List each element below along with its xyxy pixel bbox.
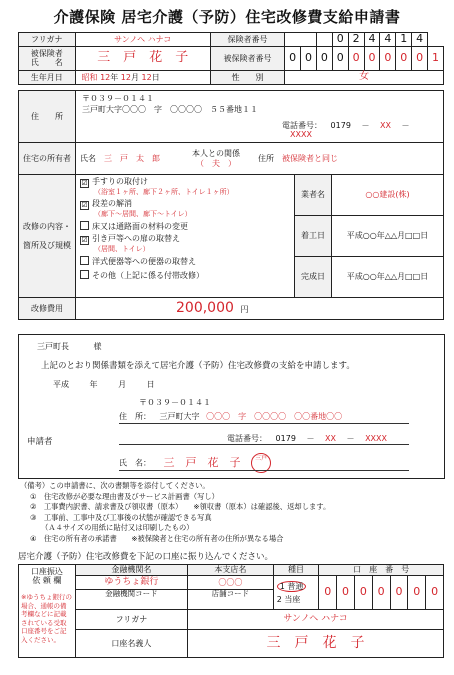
notes-head: （備考）この申請書に、次の書類等を添付してください。 — [20, 481, 210, 490]
branch-field[interactable]: 〇〇〇 — [188, 576, 274, 590]
owner-relation-value: （ 夫 ） — [196, 158, 236, 168]
owner-address-label: 住所 — [258, 153, 274, 163]
checkbox-1[interactable]: ☑ — [81, 179, 88, 187]
institution-field[interactable]: ゆうちょ銀行 — [75, 576, 187, 590]
bank-side-line2: 依 頼 欄 — [32, 576, 62, 586]
applicant-address-field[interactable] — [119, 411, 409, 422]
holder-label: 口座名義人 — [75, 630, 187, 658]
work-label-line2: 箇所及び規模 — [23, 241, 71, 250]
applicant-phone-field[interactable] — [227, 433, 387, 444]
insurer-digit-6[interactable]: 4 — [380, 33, 396, 47]
birth-date-field[interactable] — [75, 70, 210, 84]
insured-label-line2: 氏 名 — [30, 58, 63, 68]
note-1: ① 住宅改修が必要な理由書及びサービス計画書（写し） — [30, 491, 219, 501]
work-item-1-text: 手すりの取付け — [92, 177, 148, 186]
address-phone-dash-1: － — [361, 120, 370, 130]
address-phone-prefix: 0179 — [330, 120, 351, 130]
day-unit: 日 — [151, 72, 160, 82]
phone-underline — [119, 444, 409, 445]
applicant-address-rest: 〇〇〇 字 〇〇〇〇 〇〇番地〇〇 — [206, 412, 343, 421]
insured-name-label — [19, 46, 76, 70]
start-date-label: 着工日 — [295, 216, 332, 257]
page-title: 介護保険 居宅介護（予防）住宅改修費支給申請書 — [53, 8, 401, 26]
application-date-year: 年 — [89, 380, 98, 389]
owner-relation-label: 本人との関係 — [192, 149, 240, 159]
month-unit: 月 — [130, 72, 139, 82]
sex-label: 性 別 — [210, 70, 284, 84]
address-postal: 〒０３９－０１４１ — [82, 94, 154, 104]
note-3: ③ 工事前、工事中及び工事後の状態が確認できる写真 — [30, 512, 212, 522]
work-label-line1: 改修の内容・ — [23, 221, 71, 231]
address-underline — [119, 423, 409, 424]
applicant-label: 申請者 — [27, 437, 53, 447]
work-item-2 — [80, 199, 290, 210]
work-item-4 — [80, 234, 290, 245]
work-item-4-sub: （居間、トイレ） — [94, 245, 150, 254]
address-phone-last: XXXX — [290, 129, 312, 139]
mayor — [37, 341, 102, 352]
account-digit-5[interactable]: 0 — [390, 576, 408, 610]
work-item-5-text: 洋式便器等への便器の取替え — [92, 257, 196, 267]
holder-furigana-label: フリガナ — [75, 610, 187, 630]
end-date-field[interactable]: 平成○○年△△月□□日 — [332, 257, 444, 298]
note-5: ④ 住宅の所有者の承諾書 ※被保険者と住宅の所有者の住所が異なる場合 — [30, 533, 284, 543]
insured-name-field[interactable]: 三 戸 花 子 — [75, 46, 210, 70]
work-item-4-text: 引き戸等への扉の取替え — [92, 234, 180, 244]
holder-field[interactable]: 三 戸 花 子 — [188, 630, 444, 658]
insured-number-label: 被保険者番号 — [210, 46, 284, 70]
application-date-era: 平成 — [53, 380, 69, 389]
address-phone-dash-2: － — [401, 120, 410, 130]
account-digit-2[interactable]: 0 — [337, 576, 355, 610]
applicant-address-label: 住 所： — [119, 412, 151, 421]
seal-stamp: 三戸 — [251, 453, 271, 473]
end-date-label: 完成日 — [295, 257, 332, 298]
institution-code-field[interactable] — [75, 590, 187, 610]
application-section — [18, 334, 445, 479]
address-label: 住 所 — [19, 91, 76, 143]
cost-value: 200,000 — [176, 300, 234, 317]
owner-field[interactable] — [76, 143, 444, 175]
bank-side — [19, 565, 76, 658]
address-phone-label: 電話番号： — [282, 120, 322, 130]
owner-name-value: 三 戸 太 郎 — [104, 153, 160, 163]
note-2: ② 工事費内訳書、請求書及び領収書（原本） ※領収書（原本）は確認後、返却します。 — [30, 502, 331, 511]
applicant-phone-prefix: 0179 — [275, 434, 296, 443]
mayor-title: 三戸町長 — [37, 342, 69, 351]
branch-label: 本支店名 — [188, 565, 274, 576]
furigana-label: フリガナ — [19, 33, 76, 47]
owner-address-value: 被保険者と同じ — [282, 153, 338, 163]
institution-label: 金融機関名 — [75, 565, 187, 576]
branch-code-label: 店舗コード — [211, 589, 250, 598]
work-items[interactable] — [76, 175, 295, 298]
cost-field[interactable] — [76, 298, 444, 320]
contractor-field[interactable]: ○○建設(株) — [332, 175, 444, 216]
insurer-digit-2[interactable] — [316, 33, 332, 47]
name-underline — [119, 470, 409, 471]
insured-digit-10[interactable]: 1 — [428, 46, 444, 70]
insurer-digit-7[interactable]: 1 — [396, 33, 412, 47]
applicant-phone-label: 電話番号： — [227, 434, 267, 443]
birth-day: 12 — [141, 72, 152, 82]
owner-name-label: 氏名 — [80, 153, 96, 163]
year-unit: 年 — [110, 72, 119, 82]
start-date-field[interactable]: 平成○○年△△月□□日 — [332, 216, 444, 257]
insured-digit-4[interactable]: 0 — [332, 46, 348, 70]
applicant-phone-dash-2: － — [346, 434, 355, 443]
holder-furigana-field[interactable]: サンノヘ ハナコ — [188, 610, 444, 630]
checkbox-2[interactable]: ☑ — [81, 201, 88, 210]
insured-digit-6[interactable]: 0 — [364, 46, 380, 70]
bank-intro: 居宅介護（予防）住宅改修費を下記の口座に振り込んでください。 — [18, 552, 274, 562]
application-date[interactable] — [53, 379, 155, 390]
checkbox-4[interactable]: ☑ — [81, 236, 88, 245]
insurer-number-label: 保険者番号 — [210, 33, 284, 47]
insurer-digit-4[interactable]: 2 — [348, 33, 364, 47]
address-line: 三戸町大字〇〇〇 字 〇〇〇〇 ５５番地１１ — [82, 105, 258, 115]
insured-digit-2[interactable]: 0 — [301, 46, 317, 70]
branch-code-field[interactable] — [188, 590, 274, 610]
account-type-2[interactable]: 2 当座 — [276, 595, 301, 604]
work-label — [19, 175, 76, 298]
account-digit-6[interactable]: 0 — [408, 576, 426, 610]
birth-era: 昭和 — [81, 72, 98, 82]
notes — [20, 481, 445, 544]
insured-digit-7[interactable]: 0 — [380, 46, 396, 70]
account-type-field[interactable] — [273, 576, 319, 610]
account-digit-1[interactable]: 0 — [319, 576, 337, 610]
application-statement: 上記のとおり関係書類を添えて居宅介護（予防）住宅改修費の支給を申請します。 — [41, 361, 355, 371]
work-item-5 — [80, 256, 290, 266]
residence-table — [18, 90, 444, 320]
checkbox-3[interactable] — [80, 221, 89, 230]
application-date-month: 月 — [118, 380, 127, 389]
work-item-6-text: その他（上記に係る付帯改修） — [92, 270, 204, 280]
insured-digit-1[interactable]: 0 — [285, 46, 301, 70]
insurer-digit-3[interactable]: 0 — [332, 33, 348, 47]
account-number-label: 口 座 番 号 — [319, 565, 444, 576]
checkbox-5[interactable] — [80, 256, 89, 265]
cost-unit: 円 — [240, 305, 249, 315]
furigana-field[interactable]: サンノヘ ハナコ — [75, 33, 210, 47]
contractor-label: 業者名 — [295, 175, 332, 216]
birth-label: 生年月日 — [19, 70, 76, 84]
insured-digit-3[interactable]: 0 — [316, 46, 332, 70]
checkbox-6[interactable] — [80, 270, 89, 279]
owner-label: 住宅の所有者 — [19, 143, 76, 175]
account-digit-3[interactable]: 0 — [354, 576, 372, 610]
institution-code-label: 金融機関コード — [105, 589, 158, 598]
applicant-phone-last: XXXX — [365, 434, 387, 443]
work-item-2-text: 段差の解消 — [92, 199, 132, 209]
applicant-address-prefix: 三戸町大字 — [159, 412, 200, 421]
insured-info-table — [18, 32, 444, 85]
address-field[interactable] — [76, 91, 444, 143]
work-item-3-text: 床又は通路面の材料の変更 — [92, 222, 188, 232]
applicant-name-value: 三 戸 花 子 — [163, 455, 241, 469]
insurer-digit-5[interactable]: 4 — [364, 33, 380, 47]
insured-digit-5[interactable]: 0 — [348, 46, 364, 70]
note-4: （Ａ４サイズの用紙に貼付又は印刷したもの） — [30, 523, 194, 532]
applicant-phone-dash-1: － — [306, 434, 315, 443]
applicant-name-label: 氏 名： — [119, 458, 151, 468]
mayor-sama: 様 — [93, 342, 102, 351]
bank-table — [18, 564, 444, 658]
application-date-day: 日 — [146, 380, 155, 389]
account-digit-4[interactable]: 0 — [372, 576, 390, 610]
insurer-digit-1[interactable] — [285, 33, 317, 47]
insured-digit-8[interactable]: 0 — [396, 46, 412, 70]
birth-month: 12 — [120, 72, 131, 82]
account-type-1[interactable]: 1 普通 — [277, 581, 307, 592]
applicant-postal: 〒０３９－０１４１ — [139, 398, 211, 407]
insured-label-line1: 被保険者 — [30, 48, 63, 58]
sex-field[interactable]: 女 — [285, 70, 444, 84]
work-item-6 — [80, 270, 290, 280]
address-phone-mid: XX — [380, 120, 391, 130]
bank-side-line1: 口座振込 — [30, 567, 63, 576]
work-item-1-sub: （浴室１ヶ所、廊下２ヶ所、トイレ１ヶ所） — [94, 188, 234, 196]
work-item-3 — [80, 221, 290, 231]
cost-label: 改修費用 — [19, 298, 76, 320]
account-type-label: 種目 — [273, 565, 319, 576]
bank-side-note: ※ゆうちょ銀行の場合、通帳の備考欄などに記載されている受取口座番号をご記入ください。 — [21, 593, 72, 644]
birth-year: 12 — [100, 72, 111, 82]
account-digit-7[interactable]: 0 — [426, 576, 444, 610]
insured-digit-9[interactable]: 0 — [412, 46, 428, 70]
insurer-digit-8[interactable]: 4 — [412, 33, 428, 47]
work-item-2-sub: （廊下～居間、廊下～トイレ） — [94, 210, 192, 219]
work-item-1 — [80, 177, 290, 188]
applicant-phone-mid: XX — [325, 434, 336, 443]
